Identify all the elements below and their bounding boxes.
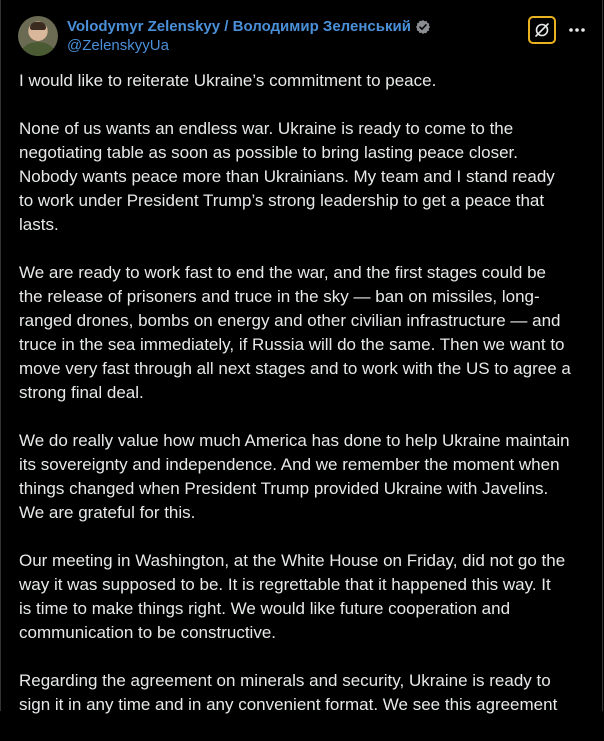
post-text bbox=[19, 69, 589, 741]
avatar-shirt bbox=[22, 42, 54, 56]
author-name-row bbox=[67, 17, 431, 36]
post-paragraph: We are ready to work fast to end the war, and the first stages could be the release of prisoners and truce in the sky — ban on missiles, long- ranged drones, bombs on energy and other civilian infrastructure — and truce in the sea immediately, if Russia will do the same. Then we want to move very fast through all next stages and to work with the US to agree a strong final deal. bbox=[19, 263, 571, 402]
post-paragraph: I would like to reiterate Ukraine’s commitment to peace. bbox=[19, 71, 437, 90]
verified-badge-icon[interactable] bbox=[415, 19, 431, 35]
post-paragraph: We do really value how much America has done to help Ukraine maintain its sovereignty and independence. And we remember the moment when things changed when President Trump provided Ukraine with Javelins. We are grateful for this. bbox=[19, 431, 570, 522]
author-info bbox=[67, 17, 431, 55]
avatar-hair bbox=[30, 22, 46, 30]
right-border bbox=[602, 0, 603, 711]
post-paragraph: Our meeting in Washington, at the White House on Friday, did not go the way it was supposed to be. It is regrettable that it happened this way. It is time to make things right. We would like future cooperation and communication to be constructive. bbox=[19, 551, 566, 642]
post-paragraph: None of us wants an endless war. Ukraine is ready to come to the negotiating table as soon as possible to bring lasting peace closer. Nobody wants peace more than Ukrainians. My team and I stand ready to work under President Trump’s strong leadership to get a peace that lasts. bbox=[19, 119, 555, 234]
author-display-name[interactable]: Volodymyr Zelenskyy / Володимир Зеленський bbox=[67, 18, 411, 35]
post-header bbox=[18, 12, 592, 60]
author-handle[interactable]: @ZelenskyyUa bbox=[67, 37, 169, 54]
post-paragraph: Regarding the agreement on minerals and security, Ukraine is ready to sign it in any time and in any convenient format. We see this agreement bbox=[19, 671, 558, 714]
more-options-button[interactable] bbox=[562, 16, 592, 44]
grok-icon bbox=[534, 22, 550, 38]
more-horizontal-icon bbox=[568, 27, 586, 33]
avatar[interactable] bbox=[18, 16, 58, 56]
left-border bbox=[0, 0, 1, 711]
grok-button[interactable] bbox=[528, 16, 556, 44]
header-actions bbox=[528, 16, 592, 44]
